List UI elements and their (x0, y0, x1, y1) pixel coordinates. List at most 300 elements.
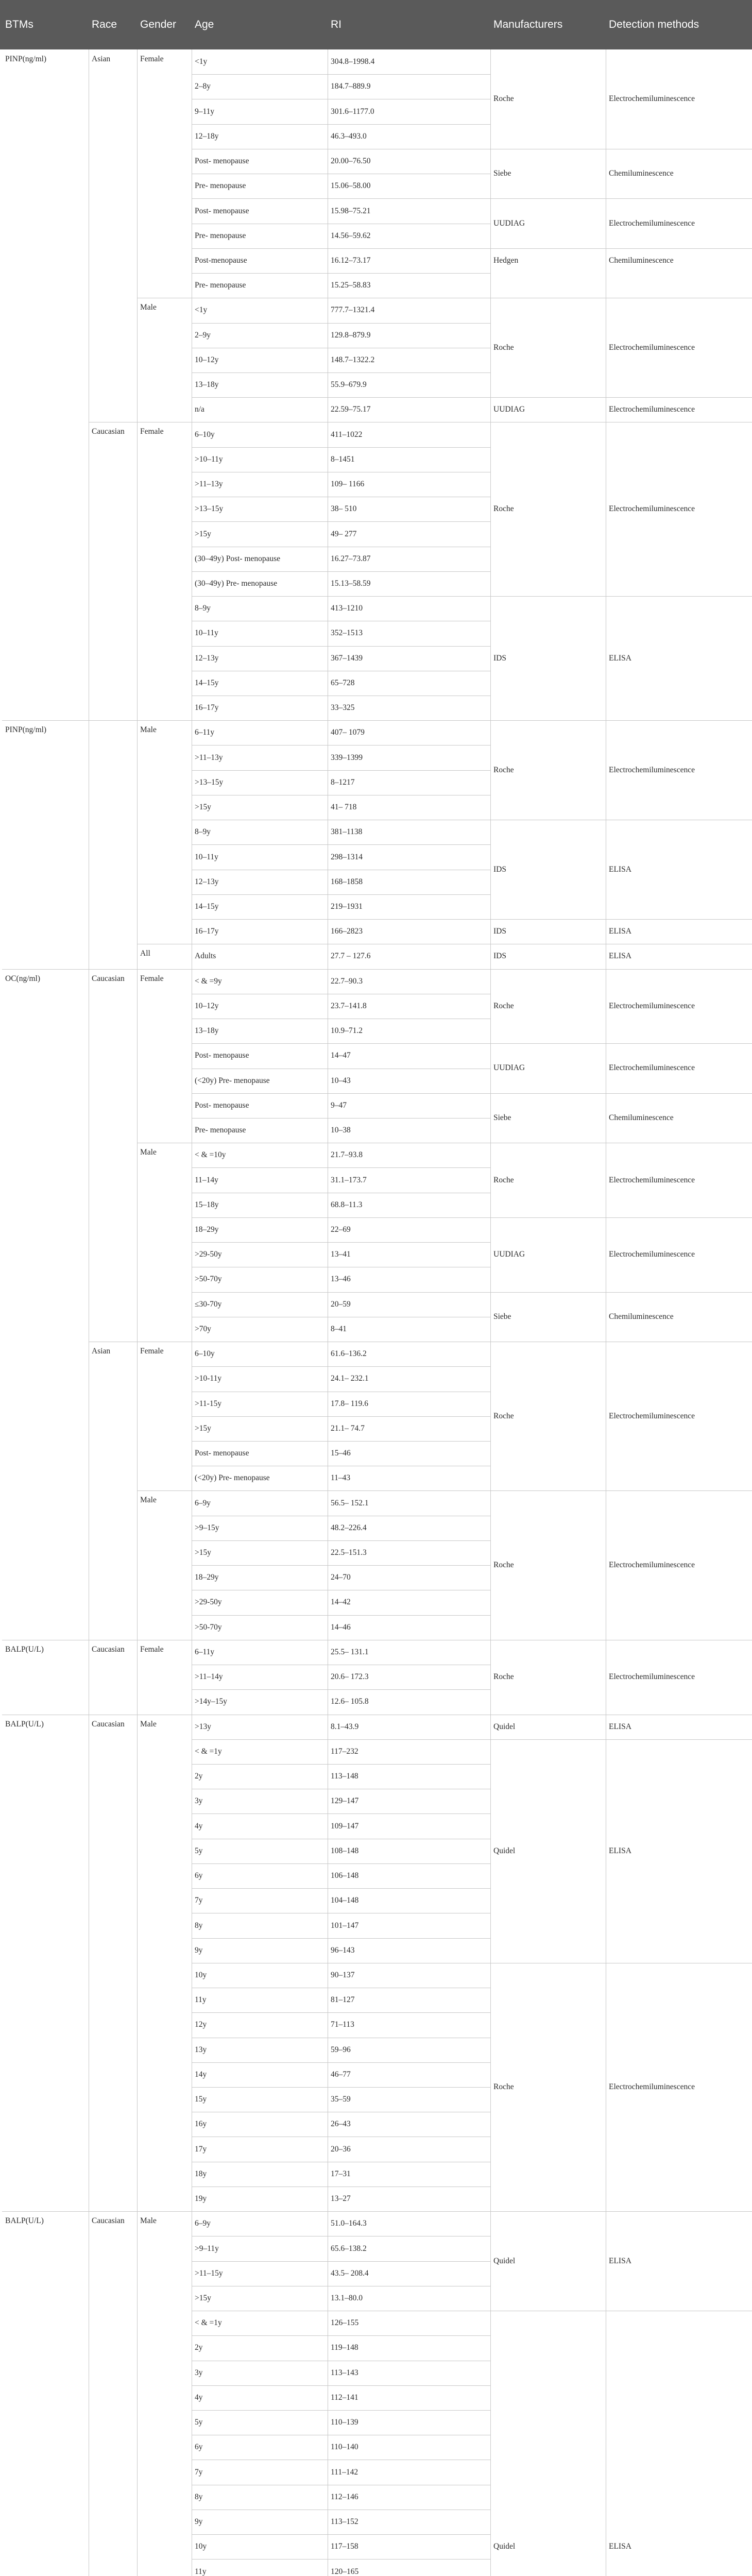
age-cell: >11-15y (195, 1399, 222, 1408)
age-cell: 12y (195, 2020, 207, 2029)
detection-method-cell: Chemiluminescence (609, 256, 674, 265)
age-cell: >13–15y (195, 777, 224, 787)
ri-cell: 21.7–93.8 (331, 1150, 363, 1160)
age-cell: Post- menopause (195, 1449, 249, 1458)
row-divider (192, 2410, 490, 2411)
age-cell: 9y (195, 1945, 203, 1955)
ri-cell: 48.2–226.4 (331, 1523, 367, 1532)
row-divider (192, 1764, 490, 1765)
row-divider (192, 1292, 490, 1293)
ri-cell: 166–2823 (331, 927, 363, 936)
age-cell: 6y (195, 2443, 203, 2452)
ri-cell: 8–1217 (331, 777, 355, 787)
ri-cell: 112–141 (331, 2393, 358, 2402)
row-divider (192, 1938, 490, 1939)
gender-group-cell: Male (140, 1719, 157, 1728)
row-divider (192, 2012, 490, 2013)
age-cell: Pre- menopause (195, 281, 246, 290)
row-divider (192, 1167, 490, 1168)
age-cell: 5y (195, 1846, 203, 1855)
ri-cell: 15–46 (331, 1449, 351, 1458)
manufacturer-cell: IDS (493, 927, 506, 936)
ri-cell: 55.9–679.9 (331, 380, 367, 389)
age-cell: >10–11y (195, 454, 223, 464)
age-cell: >15y (195, 2293, 211, 2302)
manufacturer-divider (490, 248, 752, 249)
header-meth[interactable]: Detection methods (609, 19, 699, 30)
age-cell: 14–15y (195, 678, 219, 687)
age-cell: n/a (195, 405, 204, 414)
row-divider (192, 1242, 490, 1243)
ri-cell: 129–147 (331, 1797, 359, 1806)
age-cell: 13y (195, 2045, 207, 2054)
age-cell: 14–15y (195, 902, 219, 911)
ri-cell: 81–127 (331, 1995, 355, 2005)
detection-method-cell: ELISA (609, 2256, 631, 2265)
ri-cell: 110–139 (331, 2418, 358, 2427)
age-cell: Pre- menopause (195, 181, 246, 191)
ri-cell: 22.7–90.3 (331, 976, 363, 986)
manufacturer-cell: Siebe (493, 169, 511, 178)
age-cell: 3y (195, 2368, 203, 2377)
age-cell: 6–9y (195, 2219, 211, 2228)
ri-cell: 96–143 (331, 1945, 355, 1955)
gender-group-cell: Male (140, 1496, 157, 1505)
ri-cell: 20–59 (331, 1299, 351, 1309)
ri-cell: 90–137 (331, 1970, 355, 1979)
detection-method-cell: Electrochemiluminescence (609, 405, 695, 414)
age-cell: 2–9y (195, 330, 211, 340)
age-cell: 10–11y (195, 629, 218, 638)
age-cell: >15y (195, 529, 211, 538)
ri-cell: 21.1– 74.7 (331, 1423, 365, 1433)
row-divider (192, 124, 490, 125)
ri-cell: 352–1513 (331, 629, 363, 638)
row-divider (192, 1093, 490, 1094)
detection-method-cell: Electrochemiluminescence (609, 504, 695, 514)
ri-cell: 24.1– 232.1 (331, 1374, 369, 1383)
age-cell: 4y (195, 1821, 203, 1831)
age-cell: >15y (195, 803, 211, 812)
age-cell: 12–13y (195, 877, 219, 886)
age-cell: 2y (195, 1772, 203, 1781)
row-divider (192, 894, 490, 895)
row-divider (192, 1863, 490, 1864)
age-cell: 10–12y (195, 355, 219, 364)
ri-cell: 120–165 (331, 2567, 359, 2576)
age-cell: >11–14y (195, 1672, 223, 1682)
detection-method-cell: Electrochemiluminescence (609, 218, 695, 228)
age-cell: 18–29y (195, 1225, 219, 1234)
age-cell: 15–18y (195, 1200, 219, 1209)
header-gender[interactable]: Gender (140, 19, 177, 30)
age-cell: Post- menopause (195, 1051, 249, 1060)
detection-method-cell: Electrochemiluminescence (609, 94, 695, 104)
ri-cell: 16.12–73.17 (331, 256, 371, 265)
age-cell: 6–10y (195, 1349, 215, 1359)
row-divider (192, 1615, 490, 1616)
ri-cell: 20–36 (331, 2144, 351, 2154)
detection-method-cell: Electrochemiluminescence (609, 1001, 695, 1010)
age-cell: 16y (195, 2120, 207, 2129)
age-cell: Pre- menopause (195, 231, 246, 240)
row-divider (192, 646, 490, 647)
age-cell: >50-70y (195, 1275, 222, 1284)
age-cell: 13–18y (195, 1026, 219, 1036)
ri-cell: 14–46 (331, 1622, 351, 1632)
row-divider (192, 1366, 490, 1367)
header-age[interactable]: Age (195, 19, 214, 30)
gender-group-cell: All (140, 949, 150, 958)
row-divider (192, 844, 490, 845)
manufacturer-divider (490, 969, 752, 970)
age-cell: <1y (195, 306, 208, 315)
row-divider (192, 596, 490, 597)
ri-cell: 301.6–1177.0 (331, 107, 374, 116)
ri-cell: 106–148 (331, 1871, 359, 1880)
age-cell: 10y (195, 2542, 207, 2551)
age-cell: >29-50y (195, 1598, 222, 1607)
manufacturer-cell: Siebe (493, 1312, 511, 1321)
ri-cell: 117–232 (331, 1747, 358, 1756)
age-cell: >11–15y (195, 2268, 223, 2278)
ri-cell: 109– 1166 (331, 480, 365, 489)
age-cell: < & =1y (195, 1747, 222, 1756)
manufacturer-cell: Quidel (493, 2542, 516, 2551)
age-cell: 8y (195, 1921, 203, 1930)
column-rule (137, 49, 138, 2576)
age-cell: 4y (195, 2393, 203, 2402)
ri-cell: 24–70 (331, 1573, 351, 1582)
age-cell: >13y (195, 1722, 211, 1731)
age-cell: 9–11y (195, 107, 215, 116)
ri-cell: 51.0–164.3 (331, 2219, 367, 2228)
ri-cell: 35–59 (331, 2095, 351, 2104)
ri-cell: 12.6– 105.8 (331, 1697, 369, 1706)
ri-cell: 13–27 (331, 2194, 351, 2204)
manufacturer-cell: Roche (493, 1175, 514, 1184)
manufacturer-cell: IDS (493, 865, 506, 874)
row-divider (192, 1416, 490, 1417)
age-cell: 16–17y (195, 703, 219, 713)
race-group-cell: Caucasian (92, 974, 125, 983)
btms-group-cell: PINP(ng/ml) (5, 55, 47, 63)
age-cell: (30–49y) Post- menopause (195, 554, 281, 563)
ri-cell: 22.5–151.3 (331, 1548, 367, 1557)
gender-group-cell: Male (140, 725, 157, 735)
age-cell: >9–15y (195, 1523, 219, 1532)
manufacturer-divider (490, 720, 752, 721)
row-divider (192, 74, 490, 75)
ri-cell: 15.25–58.83 (331, 281, 371, 290)
ri-cell: 25.5– 131.1 (331, 1647, 369, 1656)
ri-cell: 11–43 (331, 1473, 351, 1483)
age-cell: 9y (195, 2517, 203, 2527)
age-cell: 11y (195, 1995, 207, 2005)
race-group-cell: Caucasian (92, 1719, 125, 1728)
ri-cell: 148.7–1322.2 (331, 355, 375, 364)
age-cell: 2y (195, 2343, 203, 2352)
ri-cell: 113–143 (331, 2368, 358, 2377)
row-divider (192, 1565, 490, 1566)
age-cell: 17y (195, 2144, 207, 2154)
ri-cell: 13–41 (331, 1250, 351, 1259)
ri-cell: 15.98–75.21 (331, 206, 371, 215)
age-cell: 8–9y (195, 827, 211, 837)
row-divider (192, 919, 490, 920)
header-btms[interactable]: BTMs (5, 19, 33, 30)
row-divider (192, 1043, 490, 1044)
manufacturer-divider (490, 1292, 752, 1293)
ri-cell: 14–42 (331, 1598, 351, 1607)
detection-method-cell: Electrochemiluminescence (609, 1175, 695, 1184)
row-divider (192, 1217, 490, 1218)
ri-cell: 14–47 (331, 1051, 351, 1060)
gender-group-cell: Male (140, 1148, 157, 1157)
detection-method-cell: ELISA (609, 653, 631, 663)
ri-cell: 184.7–889.9 (331, 82, 371, 91)
table-header (0, 0, 752, 49)
age-cell: >50-70y (195, 1622, 222, 1632)
age-cell: <1y (195, 57, 208, 66)
manufacturer-divider (490, 596, 752, 597)
ri-cell: 117–158 (331, 2542, 358, 2551)
age-cell: 12–13y (195, 653, 219, 663)
age-cell: >15y (195, 1423, 211, 1433)
manufacturer-cell: Quidel (493, 1722, 516, 1731)
detection-method-cell: Electrochemiluminescence (609, 1561, 695, 1570)
ri-cell: 71–113 (331, 2020, 354, 2029)
race-group-cell: Caucasian (92, 2216, 125, 2226)
age-cell: 6–11y (195, 1647, 215, 1656)
row-divider (192, 198, 490, 199)
column-rule (490, 49, 491, 2576)
detection-method-cell: ELISA (609, 927, 631, 936)
age-cell: 6–10y (195, 430, 215, 439)
ri-cell: 407– 1079 (331, 728, 365, 737)
manufacturer-cell: IDS (493, 952, 506, 961)
ri-cell: 9–47 (331, 1100, 347, 1110)
manufacturer-cell: Roche (493, 343, 514, 352)
row-divider (192, 2087, 490, 2088)
manufacturer-divider (490, 2211, 752, 2212)
gender-group-cell: Female (140, 427, 164, 436)
race-group-cell: Caucasian (92, 1645, 125, 1654)
age-cell: 6–11y (195, 728, 215, 737)
age-cell: Post-menopause (195, 256, 247, 265)
detection-method-cell: Electrochemiluminescence (609, 1250, 695, 1259)
manufacturer-cell: Roche (493, 1561, 514, 1570)
ri-cell: 108–148 (331, 1846, 359, 1855)
row-divider (192, 273, 490, 274)
row-divider (192, 2261, 490, 2262)
ri-cell: 17.8– 119.6 (331, 1399, 369, 1408)
btms-group-cell: PINP(ng/ml) (5, 725, 47, 735)
age-cell: 18–29y (195, 1573, 219, 1582)
manufacturer-divider (490, 1739, 752, 1740)
ri-cell: 111–142 (331, 2467, 358, 2477)
ri-cell: 46–77 (331, 2070, 351, 2079)
manufacturer-cell: Quidel (493, 2256, 516, 2265)
detection-method-cell: ELISA (609, 1722, 631, 1731)
ri-cell: 27.7 – 127.6 (331, 952, 371, 961)
ri-cell: 46.3–493.0 (331, 131, 367, 141)
age-cell: (<20y) Pre- menopause (195, 1076, 270, 1085)
ri-cell: 8–41 (331, 1324, 347, 1333)
gender-group-cell: Female (140, 1645, 164, 1654)
gender-group-cell: Female (140, 55, 164, 63)
row-divider (192, 571, 490, 572)
age-cell: (30–49y) Pre- menopause (195, 579, 278, 588)
row-divider (192, 397, 490, 398)
detection-method-cell: ELISA (609, 2542, 631, 2551)
ri-cell: 56.5– 152.1 (331, 1498, 369, 1507)
row-divider (192, 770, 490, 771)
manufacturer-divider (490, 1490, 752, 1491)
detection-method-cell: Electrochemiluminescence (609, 1063, 695, 1073)
age-cell: < & =1y (195, 2318, 222, 2328)
age-cell: >9–11y (195, 2244, 219, 2253)
ri-cell: 101–147 (331, 1921, 359, 1930)
detection-method-cell: ELISA (609, 952, 631, 961)
ri-cell: 113–152 (331, 2517, 358, 2527)
ri-cell: 168–1858 (331, 877, 363, 886)
manufacturer-divider (490, 397, 752, 398)
gender-group-cell: Female (140, 1347, 164, 1356)
manufacturer-cell: UUDIAG (493, 1250, 525, 1259)
detection-method-cell: ELISA (609, 865, 631, 874)
age-cell: 11–14y (195, 1175, 218, 1184)
ri-cell: 38– 510 (331, 504, 357, 514)
ri-cell: 20.00–76.50 (331, 157, 371, 166)
age-cell: < & =10y (195, 1150, 226, 1160)
ri-cell: 33–325 (331, 703, 355, 713)
manufacturer-cell: IDS (493, 653, 506, 663)
age-cell: 8y (195, 2492, 203, 2501)
ri-cell: 26–43 (331, 2120, 351, 2129)
age-cell: >11–13y (195, 753, 223, 762)
ri-cell: 15.06–58.00 (331, 181, 371, 191)
row-divider (192, 372, 490, 373)
manufacturer-cell: Quidel (493, 1846, 516, 1855)
header-man[interactable]: Manufacturers (493, 19, 563, 30)
header-race[interactable]: Race (92, 19, 117, 30)
ri-cell: 10–43 (331, 1076, 351, 1085)
ri-cell: 219–1931 (331, 902, 363, 911)
ri-cell: 68.8–11.3 (331, 1200, 363, 1209)
ri-cell: 15.13–58.59 (331, 579, 371, 588)
age-cell: 14y (195, 2070, 207, 2079)
ri-cell: 777.7–1321.4 (331, 306, 375, 315)
age-cell: 6y (195, 1871, 203, 1880)
ri-cell: 304.8–1998.4 (331, 57, 375, 66)
row-divider (192, 2385, 490, 2386)
ri-cell: 8–1451 (331, 454, 355, 464)
race-group-cell: Asian (92, 1347, 111, 1356)
ri-cell: 8.1–43.9 (331, 1722, 359, 1731)
age-cell: Post- menopause (195, 157, 249, 166)
age-cell: >15y (195, 1548, 211, 1557)
row-divider (192, 447, 490, 448)
age-cell: 10–12y (195, 1001, 219, 1010)
ri-cell: 41– 718 (331, 803, 357, 812)
age-cell: 13–18y (195, 380, 219, 389)
ri-cell: 113–148 (331, 1772, 358, 1781)
ri-cell: 49– 277 (331, 529, 357, 538)
detection-method-cell: Electrochemiluminescence (609, 1672, 695, 1682)
ri-cell: 10.9–71.2 (331, 1026, 363, 1036)
ri-cell: 339–1399 (331, 753, 363, 762)
manufacturer-cell: Hedgen (493, 256, 519, 265)
gender-group-cell: Male (140, 303, 157, 312)
manufacturer-cell: UUDIAG (493, 1063, 525, 1073)
ri-cell: 129.8–879.9 (331, 330, 371, 340)
ri-cell: 23.7–141.8 (331, 1001, 367, 1010)
age-cell: 18y (195, 2169, 207, 2178)
manufacturer-cell: Roche (493, 2082, 514, 2091)
detection-method-cell: Electrochemiluminescence (609, 343, 695, 352)
manufacturer-divider (490, 1217, 752, 1218)
age-cell: Pre- menopause (195, 1126, 246, 1135)
age-cell: Adults (195, 952, 216, 961)
age-cell: >70y (195, 1324, 211, 1333)
header-ri[interactable]: RI (331, 19, 341, 30)
btms-group-cell: OC(ng/ml) (5, 974, 41, 983)
age-cell: 12–18y (195, 131, 219, 141)
row-divider (192, 1540, 490, 1541)
detection-method-cell: Chemiluminescence (609, 169, 674, 178)
age-cell: Post- menopause (195, 1100, 249, 1110)
ri-cell: 109–147 (331, 1821, 359, 1831)
manufacturer-cell: Roche (493, 1411, 514, 1420)
row-divider (192, 248, 490, 249)
btms-group-cell: BALP(U/L) (5, 2216, 44, 2226)
manufacturer-cell: UUDIAG (493, 218, 525, 228)
ri-cell: 22.59–75.17 (331, 405, 371, 414)
ri-cell: 43.5– 208.4 (331, 2268, 369, 2278)
ri-cell: 13–46 (331, 1275, 351, 1284)
row-divider (192, 2559, 490, 2560)
ri-cell: 13.1–80.0 (331, 2293, 363, 2302)
ri-cell: 119–148 (331, 2343, 358, 2352)
ri-cell: 10–38 (331, 1126, 351, 1135)
age-cell: 16–17y (195, 927, 219, 936)
age-cell: 7y (195, 1896, 203, 1905)
ri-cell: 367–1439 (331, 653, 363, 663)
ri-cell: 61.6–136.2 (331, 1349, 367, 1359)
detection-method-cell: Chemiluminescence (609, 1312, 674, 1321)
detection-method-cell: Electrochemiluminescence (609, 765, 695, 774)
ri-cell: 65–728 (331, 678, 355, 687)
age-cell: >10-11y (195, 1374, 222, 1383)
manufacturer-divider (490, 919, 752, 920)
age-cell: ≤30-70y (195, 1299, 222, 1309)
manufacturer-cell: UUDIAG (493, 405, 525, 414)
age-cell: 11y (195, 2567, 207, 2576)
ri-cell: 22–69 (331, 1225, 351, 1234)
ri-cell: 17–31 (331, 2169, 351, 2178)
ri-cell: 411–1022 (331, 430, 363, 439)
row-divider (192, 2062, 490, 2063)
manufacturer-cell: Siebe (493, 1113, 511, 1122)
detection-method-cell: ELISA (609, 1846, 631, 1855)
age-cell: 10–11y (195, 852, 218, 861)
ri-cell: 298–1314 (331, 852, 363, 861)
age-cell: 2–8y (195, 82, 211, 91)
age-cell: 8–9y (195, 604, 211, 613)
ri-cell: 65.6–138.2 (331, 2244, 367, 2253)
manufacturer-divider (490, 198, 752, 199)
